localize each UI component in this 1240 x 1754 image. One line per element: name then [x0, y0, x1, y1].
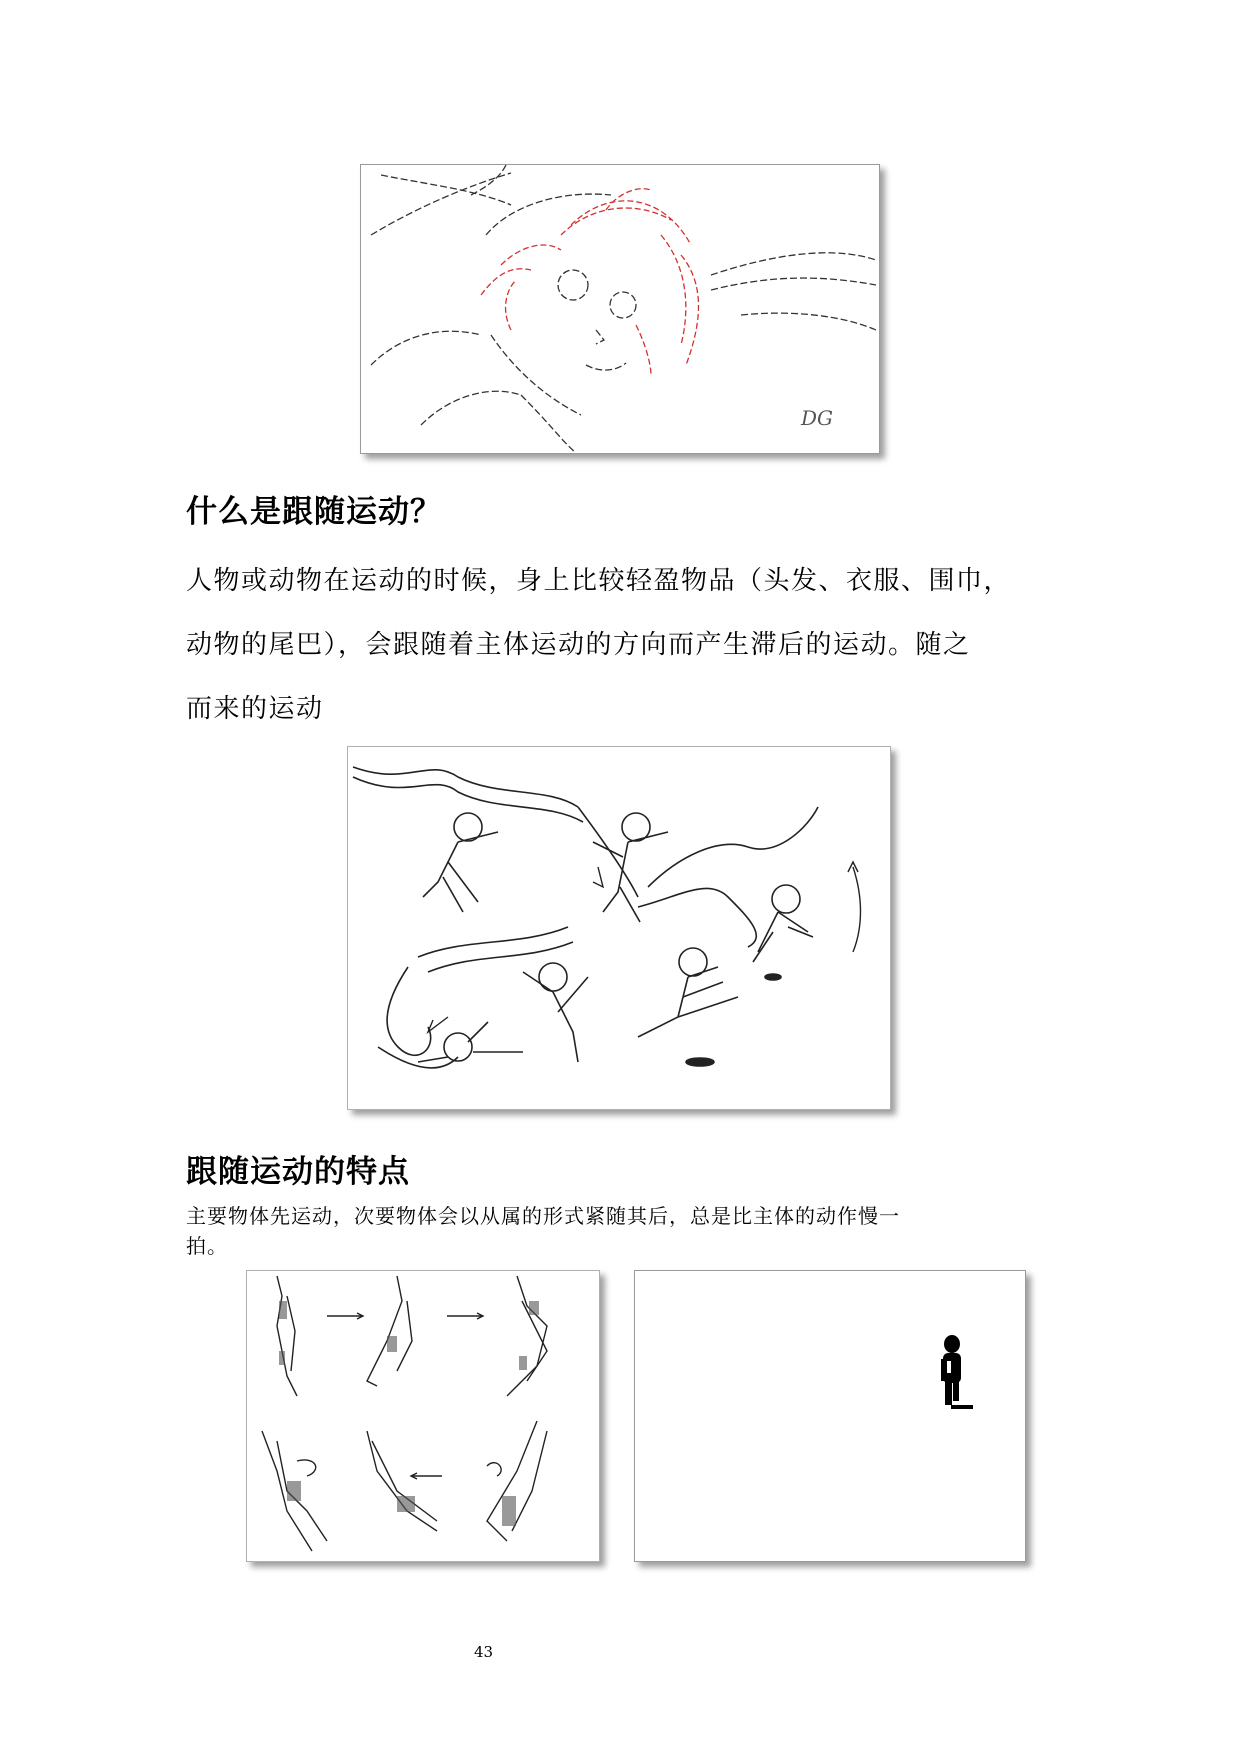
figure-ribbon-gymnast-sequence — [347, 746, 891, 1110]
paragraph-line-1: 人物或动物在运动的时候，身上比较轻盈物品（头发、衣服、围巾， — [186, 566, 1012, 596]
page-number: 43 — [474, 1643, 494, 1661]
figure-walking-silhouette — [634, 1270, 1026, 1562]
paragraph-line-2: 动物的尾巴），会跟随着主体运动的方向而产生滞后的运动。随之 — [186, 630, 971, 660]
figure-anime-character-lineart — [360, 164, 880, 454]
section-heading-follow-through: 什么是跟随运动？ — [186, 494, 442, 530]
paragraph-trait-line-2: 拍。 — [186, 1234, 228, 1258]
paragraph-line-3: 而来的运动 — [186, 694, 324, 724]
paragraph-trait-line-1: 主要物体先运动，次要物体会以从属的形式紧随其后，总是比主体的动作慢一 — [186, 1204, 900, 1228]
figure-cloth-follow-sequence — [246, 1270, 600, 1562]
section-heading-follow-through-traits: 跟随运动的特点 — [186, 1154, 410, 1190]
figure-signature: DG — [801, 406, 834, 430]
